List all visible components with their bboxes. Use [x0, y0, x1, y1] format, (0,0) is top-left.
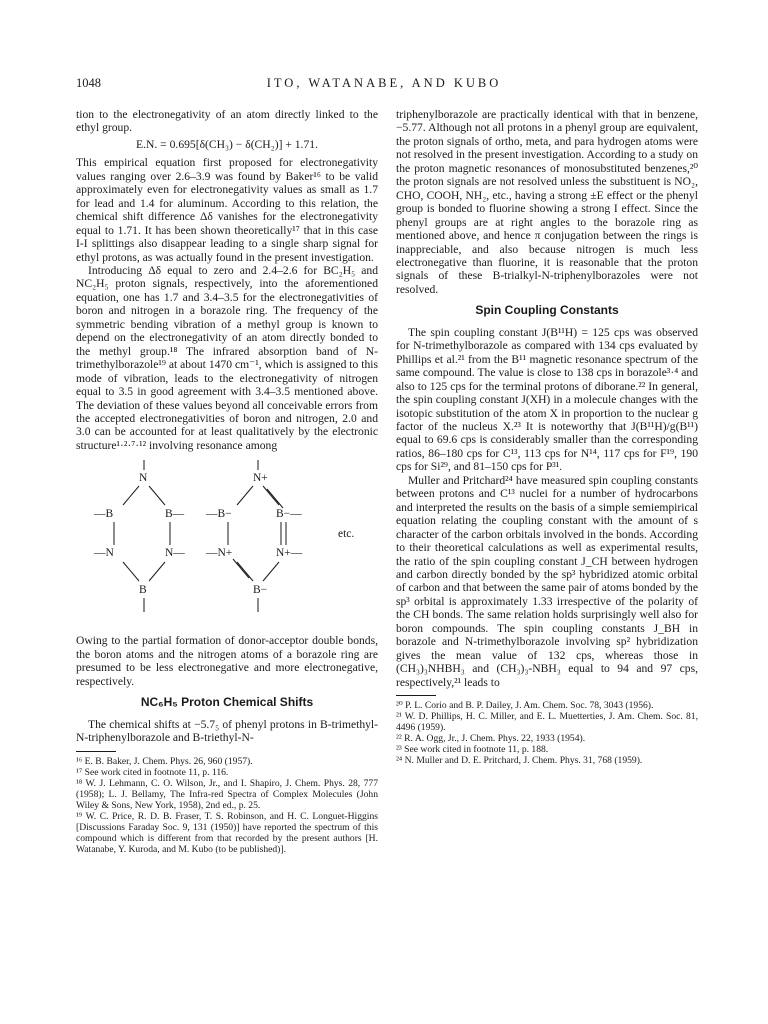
atom-b: B	[139, 584, 147, 597]
atom-n-plus: N+—	[276, 547, 303, 560]
atom-n: N—	[165, 547, 185, 560]
double-bond	[267, 489, 283, 508]
atom-b-minus: B−	[253, 584, 268, 597]
atom-b: —B	[94, 508, 114, 521]
running-header	[0, 76, 768, 94]
footnote: ²² R. A. Ogg, Jr., J. Chem. Phys. 22, 1933 (1954).	[396, 733, 586, 745]
section-heading: Spin Coupling Constants	[475, 303, 619, 318]
paragraph: This empirical equation first proposed for electronegativity values ranging over 2.6–3.9 was found by Baker¹⁶ to be valid approximately even for electronegativity values as small as 1.7 for lead and 1.4 for aluminum. According to this relation, the chemical shift difference Δδ vanishes for the electronegativity equal to 1.71. It has been shown theoretically¹⁷ that in this case I-I splittings also disappear leading to a single sharp signal for ethyl protons, as was actually found in the present investigation.	[76, 156, 378, 264]
left-column	[76, 108, 378, 855]
double-bond	[233, 559, 249, 578]
section-heading: NC₆H₅ Proton Chemical Shifts	[140, 695, 314, 710]
paragraph: triphenylborazole are practically identical with that in benzene, −5.77. Although not all protons in a phenyl group are equivalent, the proton signals of ortho, meta, and para hydrogen atoms were not resolved in the present investigation. According to a study on the proton magnetic resonances of monosubstituted benzenes,²⁰ the proton signals are not resolved unless the substituent is NO₂, CHO, COOH, NH₂, etc., having a strong ±E effect or the phenyl group is bonded to fluorine showing a strong I effect. Since the phenyl groups are at right angles to the borazole ring as mentioned above, and hence π conjugation between the rings is inappreciable, and also because nitrogen is much less electronegative than fluorine, it is reasonable that the proton signals of these B-trialkyl-N-triphenylborazoles were not resolved.	[396, 108, 698, 296]
etc-label: etc.	[338, 528, 355, 541]
bond	[149, 486, 165, 505]
paragraph: Owing to the partial formation of donor-acceptor double bonds, the boron atoms and the nitrogen atoms of a borazole ring are presumed to be less electronegative and more electronegative, respectively.	[76, 634, 378, 688]
footnote: ¹⁷ See work cited in footnote 11, p. 116.	[76, 766, 229, 778]
atom-n-plus: N+	[253, 472, 268, 485]
atom-n: N	[139, 472, 148, 485]
atom-b-minus: B−—	[276, 508, 302, 521]
footnote-rule	[396, 695, 436, 696]
footnote: ¹⁶ E. B. Baker, J. Chem. Phys. 26, 960 (1957).	[76, 755, 253, 767]
bond	[237, 486, 253, 505]
paragraph: tion to the electronegativity of an atom directly linked to the ethyl group.	[76, 108, 378, 135]
right-column	[396, 108, 698, 766]
bond	[263, 486, 279, 505]
footnotes	[76, 756, 378, 855]
borazole-resonance-diagram	[76, 458, 378, 626]
footnote: ²⁴ N. Muller and D. E. Pritchard, J. Chem. Phys. 31, 768 (1959).	[396, 755, 643, 767]
atom-b-minus: —B−	[206, 508, 232, 521]
atom-b: B—	[165, 508, 185, 521]
resonance-bonds	[76, 458, 378, 626]
page-number: 1048	[76, 76, 101, 90]
footnote: ¹⁸ W. J. Lehmann, C. O. Wilson, Jr., and I. Shapiro, J. Chem. Phys. 28, 777 (1958); L. J. Bellamy, The Infra-red Spectra of Complex Molecules (John Wiley & Sons, New York, 1958), 2nd ed., p. 25.	[76, 777, 378, 811]
paragraph: Muller and Pritchard²⁴ have measured spin coupling constants between protons and C¹³ nuclei for a number of hydrocarbons and interpreted the results on the basis of a simple semiempirical equation relating the coupling constant with the amount of s character of the carbon orbitals involved in the bonds. According to their theoretical calculations as well as experimental results, the ratio of the spin coupling constant J_CH between hydrogen and carbon directly bonded by the sp³ hybridized atomic orbital of carbon and that between the same pair of atoms bonded by the sp³ orbital is approximately 1.33 irrespective of the polarity of the CH bonds. The same relation holds surprisingly well also for boron compounds. The spin coupling constants J_BH in borazole and N-trimethylborazole involving sp² hybridization gives the mean value of 132 cps, whereas those in (CH₃)₃NHBH₃ and (CH₃)₃-NBH₃ equal to 94 and 97 cps, respectively,²¹ leads to	[396, 473, 698, 689]
running-title: ITO, WATANABE, AND KUBO	[266, 76, 502, 90]
atom-n-plus: —N+	[206, 547, 233, 560]
footnote: ²⁰ P. L. Corio and B. P. Dailey, J. Am. Chem. Soc. 78, 3043 (1956).	[396, 700, 654, 712]
paragraph: Introducing Δδ equal to zero and 2.4–2.6 for BC₂H₅ and NC₂H₅ proton signals, respectively, into the aforementioned equation, one has 1.7 and 3.4–3.5 for the electronegativities of boron and nitrogen in a borazole ring. The frequency of the symmetric bending vibration of a methyl group is known to depend on the electronegativity of an atom directly bonded to the methyl group.¹⁸ The infrared absorption band of N-trimethylborazole¹⁹ at about 1470 cm⁻¹, which is assigned to this mode of vibration, leads to the electronegativity of nitrogen equal to 3.5 in good agreement with 3.4–3.5 mentioned above. The deviation of these values beyond all conceivable errors from the accepted electronegativities of boron and nitrogen, 2.0 and 3.0 can be accounted for at least qualitatively by the electronic structure¹·²·⁷·¹² involving resonance among	[76, 263, 378, 452]
paragraph: The spin coupling constant J(B¹¹H) = 125 cps was observed for N-trimethylborazole as compared with 134 cps evaluated by Phillips et al.²¹ from the B¹¹ magnetic resonance spectrum of the same compound. The value is close to 138 cps in borazole³·⁴ and also to 125 cps for the terminal protons of diborane.²² In general, the spin coupling constant J(XH) in a molecule changes with the isotopic substitution of the atom X in proportion to the nuclear g factor of the nucleus X.²³ It is noteworthy that J(B¹¹H)/g(B¹¹) equal to 69.6 cps is considerably smaller than the corresponding ratios, 86–180 cps for C¹³, 113 cps for N¹⁴, 117 cps for F¹⁹, 190 cps for Si²⁹, and 81–150 cps for P³¹.	[396, 325, 698, 474]
footnote: ²³ See work cited in footnote 11, p. 188.	[396, 744, 549, 756]
footnote: ¹⁹ W. C. Price, R. D. B. Fraser, T. S. Robinson, and H. C. Longuet-Higgins [Discussions Faraday Soc. 9, 131 (1950)] have reported the spectrum of this compound which is different from that recorded by the present authors [H. Watanabe, Y. Kuroda, and M. Kubo (to be published)].	[76, 810, 378, 855]
bond	[263, 562, 279, 581]
bond	[123, 562, 139, 581]
bond	[149, 562, 165, 581]
footnote: ²¹ W. D. Phillips, H. C. Miller, and E. L. Muetterties, J. Am. Chem. Soc. 81, 4496 (1959).	[396, 711, 698, 734]
bond	[123, 486, 139, 505]
atom-n: —N	[94, 547, 114, 560]
bond	[237, 562, 253, 581]
equation: E.N. = 0.695[δ(CH₃) − δ(CH₂)] + 1.71.	[136, 137, 318, 151]
paragraph: The chemical shifts at −5.7₅ of phenyl protons in B-trimethyl-N-triphenylborazole and B-triethyl-N-	[76, 717, 378, 745]
footnote-rule	[76, 751, 116, 752]
footnotes	[396, 700, 698, 766]
